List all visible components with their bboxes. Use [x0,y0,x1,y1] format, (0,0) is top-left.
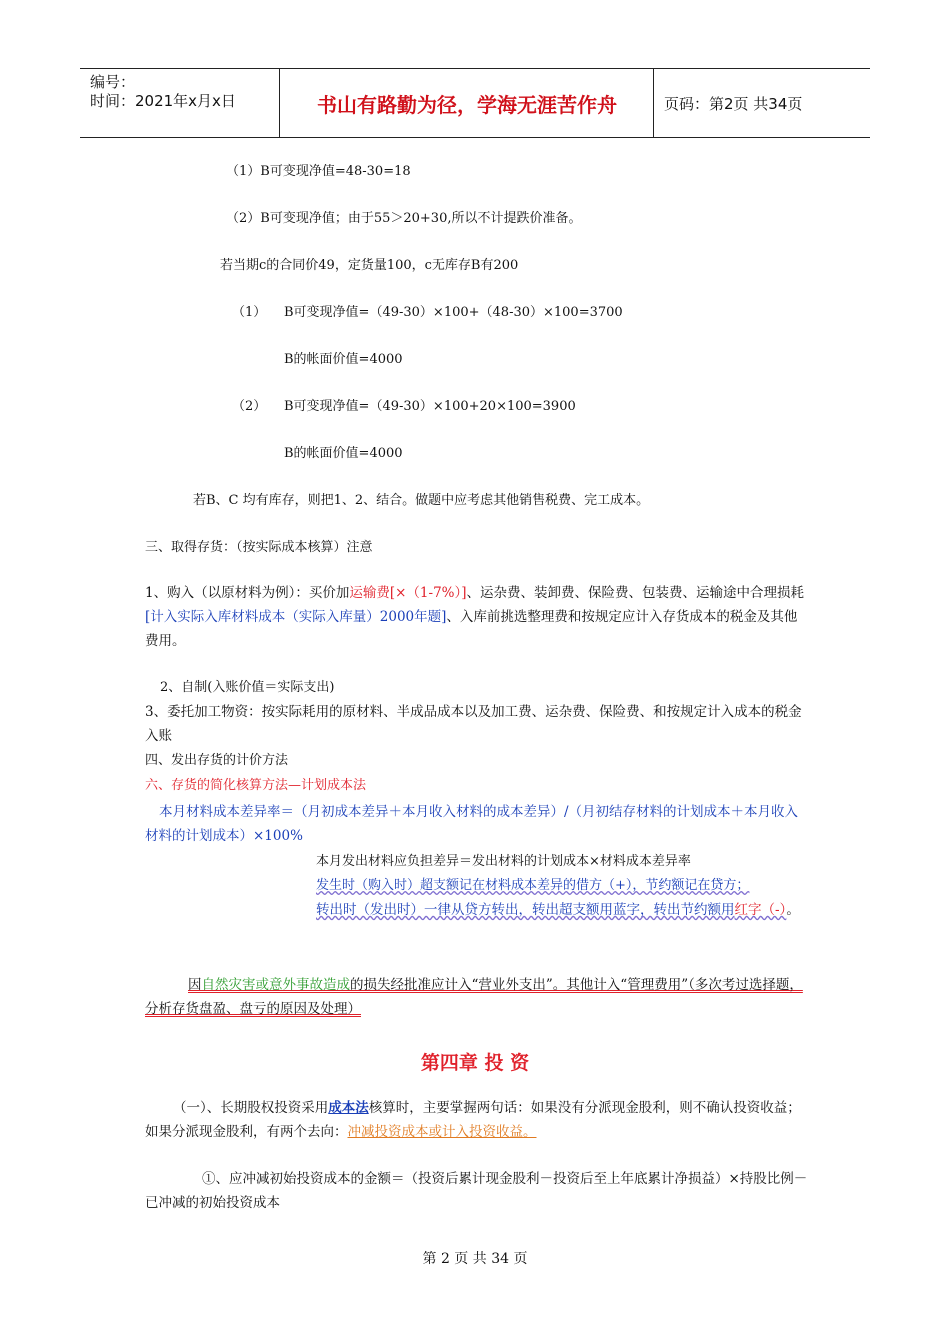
highlight-red: 运输费[×（1-7%）] [349,585,467,601]
header-motto: 书山有路勤为径，学海无涯苦作舟 [281,69,654,137]
text-line: 本月发出材料应负担差异＝发出材料的计划成本×材料成本差异率 [316,854,691,869]
text-line: B的帐面价值=4000 [284,446,403,461]
paragraph-cost-method [145,1096,809,1144]
text-line: （1）B可变现净值=48-30=18 [226,164,411,179]
paragraph-losses [145,973,809,1021]
text-run: 转出时（发出时）一律从贷方转出，转出超支额用蓝字，转出节约额用 [316,902,735,918]
text-run: 、入库前挑选整理费和按规定应计入存货成本的税金及其他费用。 [145,609,798,649]
text-run: （一）、长期股权投资采用 [173,1100,329,1116]
text-line-blue [316,877,749,895]
text-run: 的损失经批准应计入“营业外支出”。其他计入“管理费用”（多次考过选择题，分析存货盘盈、盘亏的原因及处理） [145,977,803,1017]
text-line: 若当期c的合同价49，定货量100，c无库存B有200 [220,258,519,273]
highlight-green: 自然灾害或意外事故造成 [201,977,350,993]
text-run: 核算时，主要掌握两句话：如果没有分派现金股利，则不确认投资收益；如果分派现金股利，有两个去向： [145,1100,801,1140]
text-run: 。 [786,902,800,918]
time-label: 时间：2021年x月x日 [90,92,236,110]
paragraph-formula: ①、应冲减初始投资成本的金额＝（投资后累计现金股利－投资后至上年底累计净损益）×持股比例－已冲减的初始投资成本 [145,1171,808,1211]
text-run: 发生时（购入时）超支额记在材料成本差异的借方（+），节约额记在贷方； [316,878,750,893]
item-number: （1） [232,305,267,320]
header-meta [80,69,280,137]
text-run: 因 [188,977,202,993]
chapter-title: 第四章 投 资 [420,1052,530,1074]
text-line: 若B、C 均有库存，则把1、2、结合。做题中应考虑其他销售税费、完工成本。 [193,493,650,508]
text-line: B的帐面价值=4000 [284,352,403,367]
section-heading: 四、发出存货的计价方法 [145,753,289,768]
formula-variance-rate: 本月材料成本差异率＝（月初成本差异＋本月收入材料的成本差异）/（月初结存材料的计划成本＋本月收入材料的计划成本）×100% [145,804,799,844]
text-line: B可变现净值=（49-30）×100+20×100=3900 [284,399,576,414]
section-heading-red: 六、存货的简化核算方法—计划成本法 [145,778,367,793]
highlight-orange: 冲减投资成本或计入投资收益。 [347,1124,537,1140]
item-number: （2） [232,399,267,414]
paragraph-transfer [145,898,809,922]
section-heading: 三、取得存货：（按实际成本核算）注意 [145,540,373,555]
highlight-red: 红字（-） [734,902,787,918]
text-run: 1、购入（以原材料为例）：买价加 [145,585,350,601]
page-footer: 第 2 页 共 34 页 [422,1251,528,1267]
text-run: 、运杂费、装卸费、保险费、包装费、运输途中合理损耗 [466,585,805,601]
document-header [80,68,870,138]
text-line: 2、自制(入账价值＝实际支出) [160,680,335,695]
text-line: （2）B可变现净值；由于55＞20+30,所以不计提跌价准备。 [226,211,582,226]
number-label: 编号： [90,73,136,91]
highlight-blue: [计入实际入库材料成本（实际入库量）2000年题] [145,609,447,625]
paragraph-purchase [145,581,809,653]
highlight-cost-method: 成本法 [328,1100,369,1116]
paragraph-consign: 3、委托加工物资：按实际耗用的原材料、半成品成本以及加工费、运杂费、保险费、和按规定计入成本的税金入账 [145,704,802,744]
header-page-info: 页码：第2页 共34页 [664,94,803,113]
text-line: B可变现净值=（49-30）×100+（48-30）×100=3700 [284,305,623,320]
